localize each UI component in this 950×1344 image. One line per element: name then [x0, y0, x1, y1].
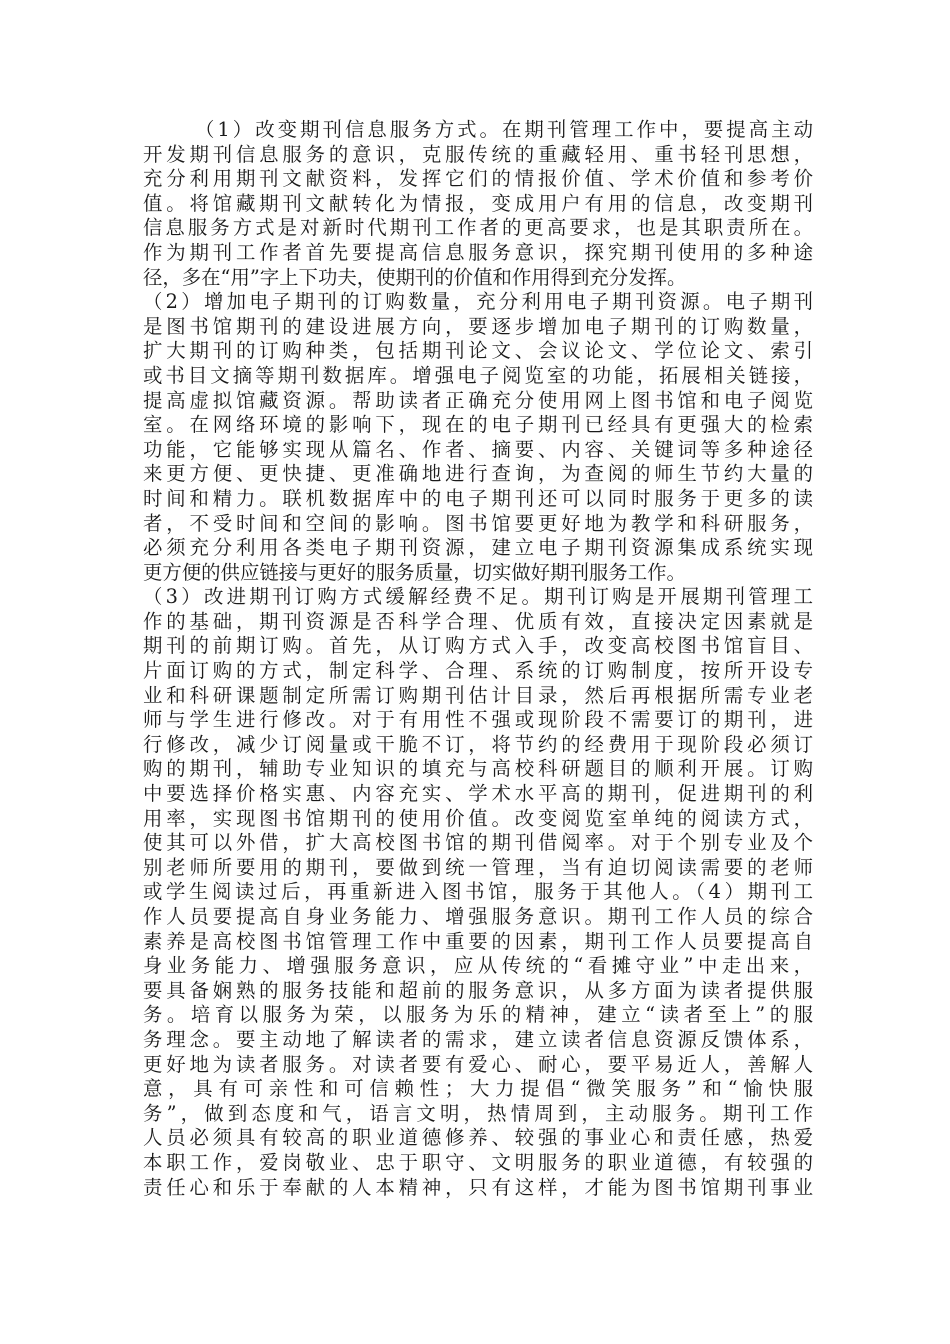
text-line: 务。培育以服务为荣，以服务为乐的精神，建立“读者至上”的服	[143, 1003, 813, 1027]
text-line: 素养是高校图书馆管理工作中重要的因素，期刊工作人员要提高自	[143, 929, 813, 953]
text-line: 本职工作，爱岗敬业、忠于职守、文明服务的职业道德，有较强的	[143, 1150, 813, 1174]
text-line: 功能，它能够实现从篇名、作者、摘要、内容、关键词等多种途径	[143, 437, 813, 461]
text-line: 师与学生进行修改。对于有用性不强或现阶段不需要订的期刊，进	[143, 708, 813, 732]
text-line: 室。在网络环境的影响下，现在的电子期刊已经具有更强大的检索	[143, 413, 813, 437]
text-line: 充分利用期刊文献资料，发挥它们的情报价值、学术价值和参考价	[143, 167, 813, 191]
text-line: 责任心和乐于奉献的人本精神，只有这样，才能为图书馆期刊事业	[143, 1175, 813, 1199]
text-line: 值。将馆藏期刊文献转化为情报，变成用户有用的信息，改变期刊	[143, 191, 813, 215]
text-line: 或学生阅读过后，再重新进入图书馆，服务于其他人。（4）期刊工	[143, 880, 813, 904]
text-line: 扩大期刊的订购种类，包括期刊论文、会议论文、学位论文、索引	[143, 339, 813, 363]
document-body	[143, 118, 813, 1200]
text-line: 意，具有可亲性和可信赖性；大力提倡“微笑服务”和“愉快服	[143, 1077, 813, 1101]
text-line: 人员必须具有较高的职业道德修养、较强的事业心和责任感，热爱	[143, 1126, 813, 1150]
text-line: 更方便的供应链接与更好的服务质量，切实做好期刊服务工作。	[143, 560, 686, 584]
text-line: 行修改，减少订阅量或干脆不订，将节约的经费用于现阶段必须订	[143, 732, 813, 756]
text-line: 作人员要提高自身业务能力、增强服务意识。期刊工作人员的综合	[143, 905, 813, 928]
text-line: 购的期刊，辅助专业知识的填充与高校科研题目的顺利开展。订购	[143, 757, 813, 781]
text-line: 来更方便、更快捷、更准确地进行查询，为查阅的师生节约大量的	[143, 462, 813, 486]
text-line: 期刊的前期订购。首先，从订购方式入手，改变高校图书馆盲目、	[143, 634, 813, 658]
text-line: 时间和精力。联机数据库中的电子期刊还可以同时服务于更多的读	[143, 486, 813, 510]
text-line: 片面订购的方式，制定科学、合理、系统的订购制度，按所开设专	[143, 659, 813, 683]
text-line: 使其可以外借，扩大高校图书馆的期刊借阅率。对于个别专业及个	[143, 831, 813, 855]
text-line: 更好地为读者服务。对读者要有爱心、耐心，要平易近人，善解人	[143, 1052, 813, 1076]
text-line: （3）改进期刊订购方式缓解经费不足。期刊订购是开展期刊管理工	[143, 585, 813, 609]
text-line: 业和科研课题制定所需订购期刊估计目录，然后再根据所需专业老	[143, 683, 813, 707]
text-line: 是图书馆期刊的建设进展方向，要逐步增加电子期刊的订购数量，	[143, 314, 813, 338]
text-line: （1）改变期刊信息服务方式。在期刊管理工作中，要提高主动	[195, 118, 813, 141]
text-line: 别老师所要用的期刊，要做到统一管理，当有迫切阅读需要的老师	[143, 855, 813, 879]
text-line: 提高虚拟馆藏资源。帮助读者正确充分使用网上图书馆和电子阅览	[143, 388, 813, 412]
text-line: 或书目文摘等期刊数据库。增强电子阅览室的功能，拓展相关链接，	[143, 363, 813, 387]
text-line: 务”，做到态度和气，语言文明，热情周到，主动服务。期刊工作	[143, 1101, 813, 1125]
text-line: 开发期刊信息服务的意识，克服传统的重藏轻用、重书轻刊思想，	[143, 142, 813, 166]
text-line: 者，不受时间和空间的影响。图书馆要更好地为教学和科研服务，	[143, 511, 813, 535]
text-line: （2）增加电子期刊的订购数量，充分利用电子期刊资源。电子期刊	[143, 290, 813, 314]
text-line: 用率，实现图书馆期刊的使用价值。改变阅览室单纯的阅读方式，	[143, 806, 813, 830]
text-line: 身业务能力、增强服务意识，应从传统的“看摊守业”中走出来，	[143, 954, 813, 978]
text-line: 必须充分利用各类电子期刊资源，建立电子期刊资源集成系统实现	[143, 536, 813, 560]
text-line: 径，多在“用”字上下功夫，使期刊的价值和作用得到充分发挥。	[143, 265, 687, 289]
text-line: 中要选择价格实惠、内容充实、学术水平高的期刊，促进期刊的利	[143, 782, 813, 806]
text-line: 务理念。要主动地了解读者的需求，建立读者信息资源反馈体系，	[143, 1027, 813, 1051]
text-line: 作的基础，期刊资源是否科学合理、优质有效，直接决定因素就是	[143, 609, 813, 633]
text-line: 信息服务方式是对新时代期刊工作者的更高要求，也是其职责所在。	[143, 216, 813, 240]
text-line: 作为期刊工作者首先要提高信息服务意识，探究期刊使用的多种途	[143, 240, 813, 264]
text-line: 要具备娴熟的服务技能和超前的服务意识，从多方面为读者提供服	[143, 978, 813, 1002]
